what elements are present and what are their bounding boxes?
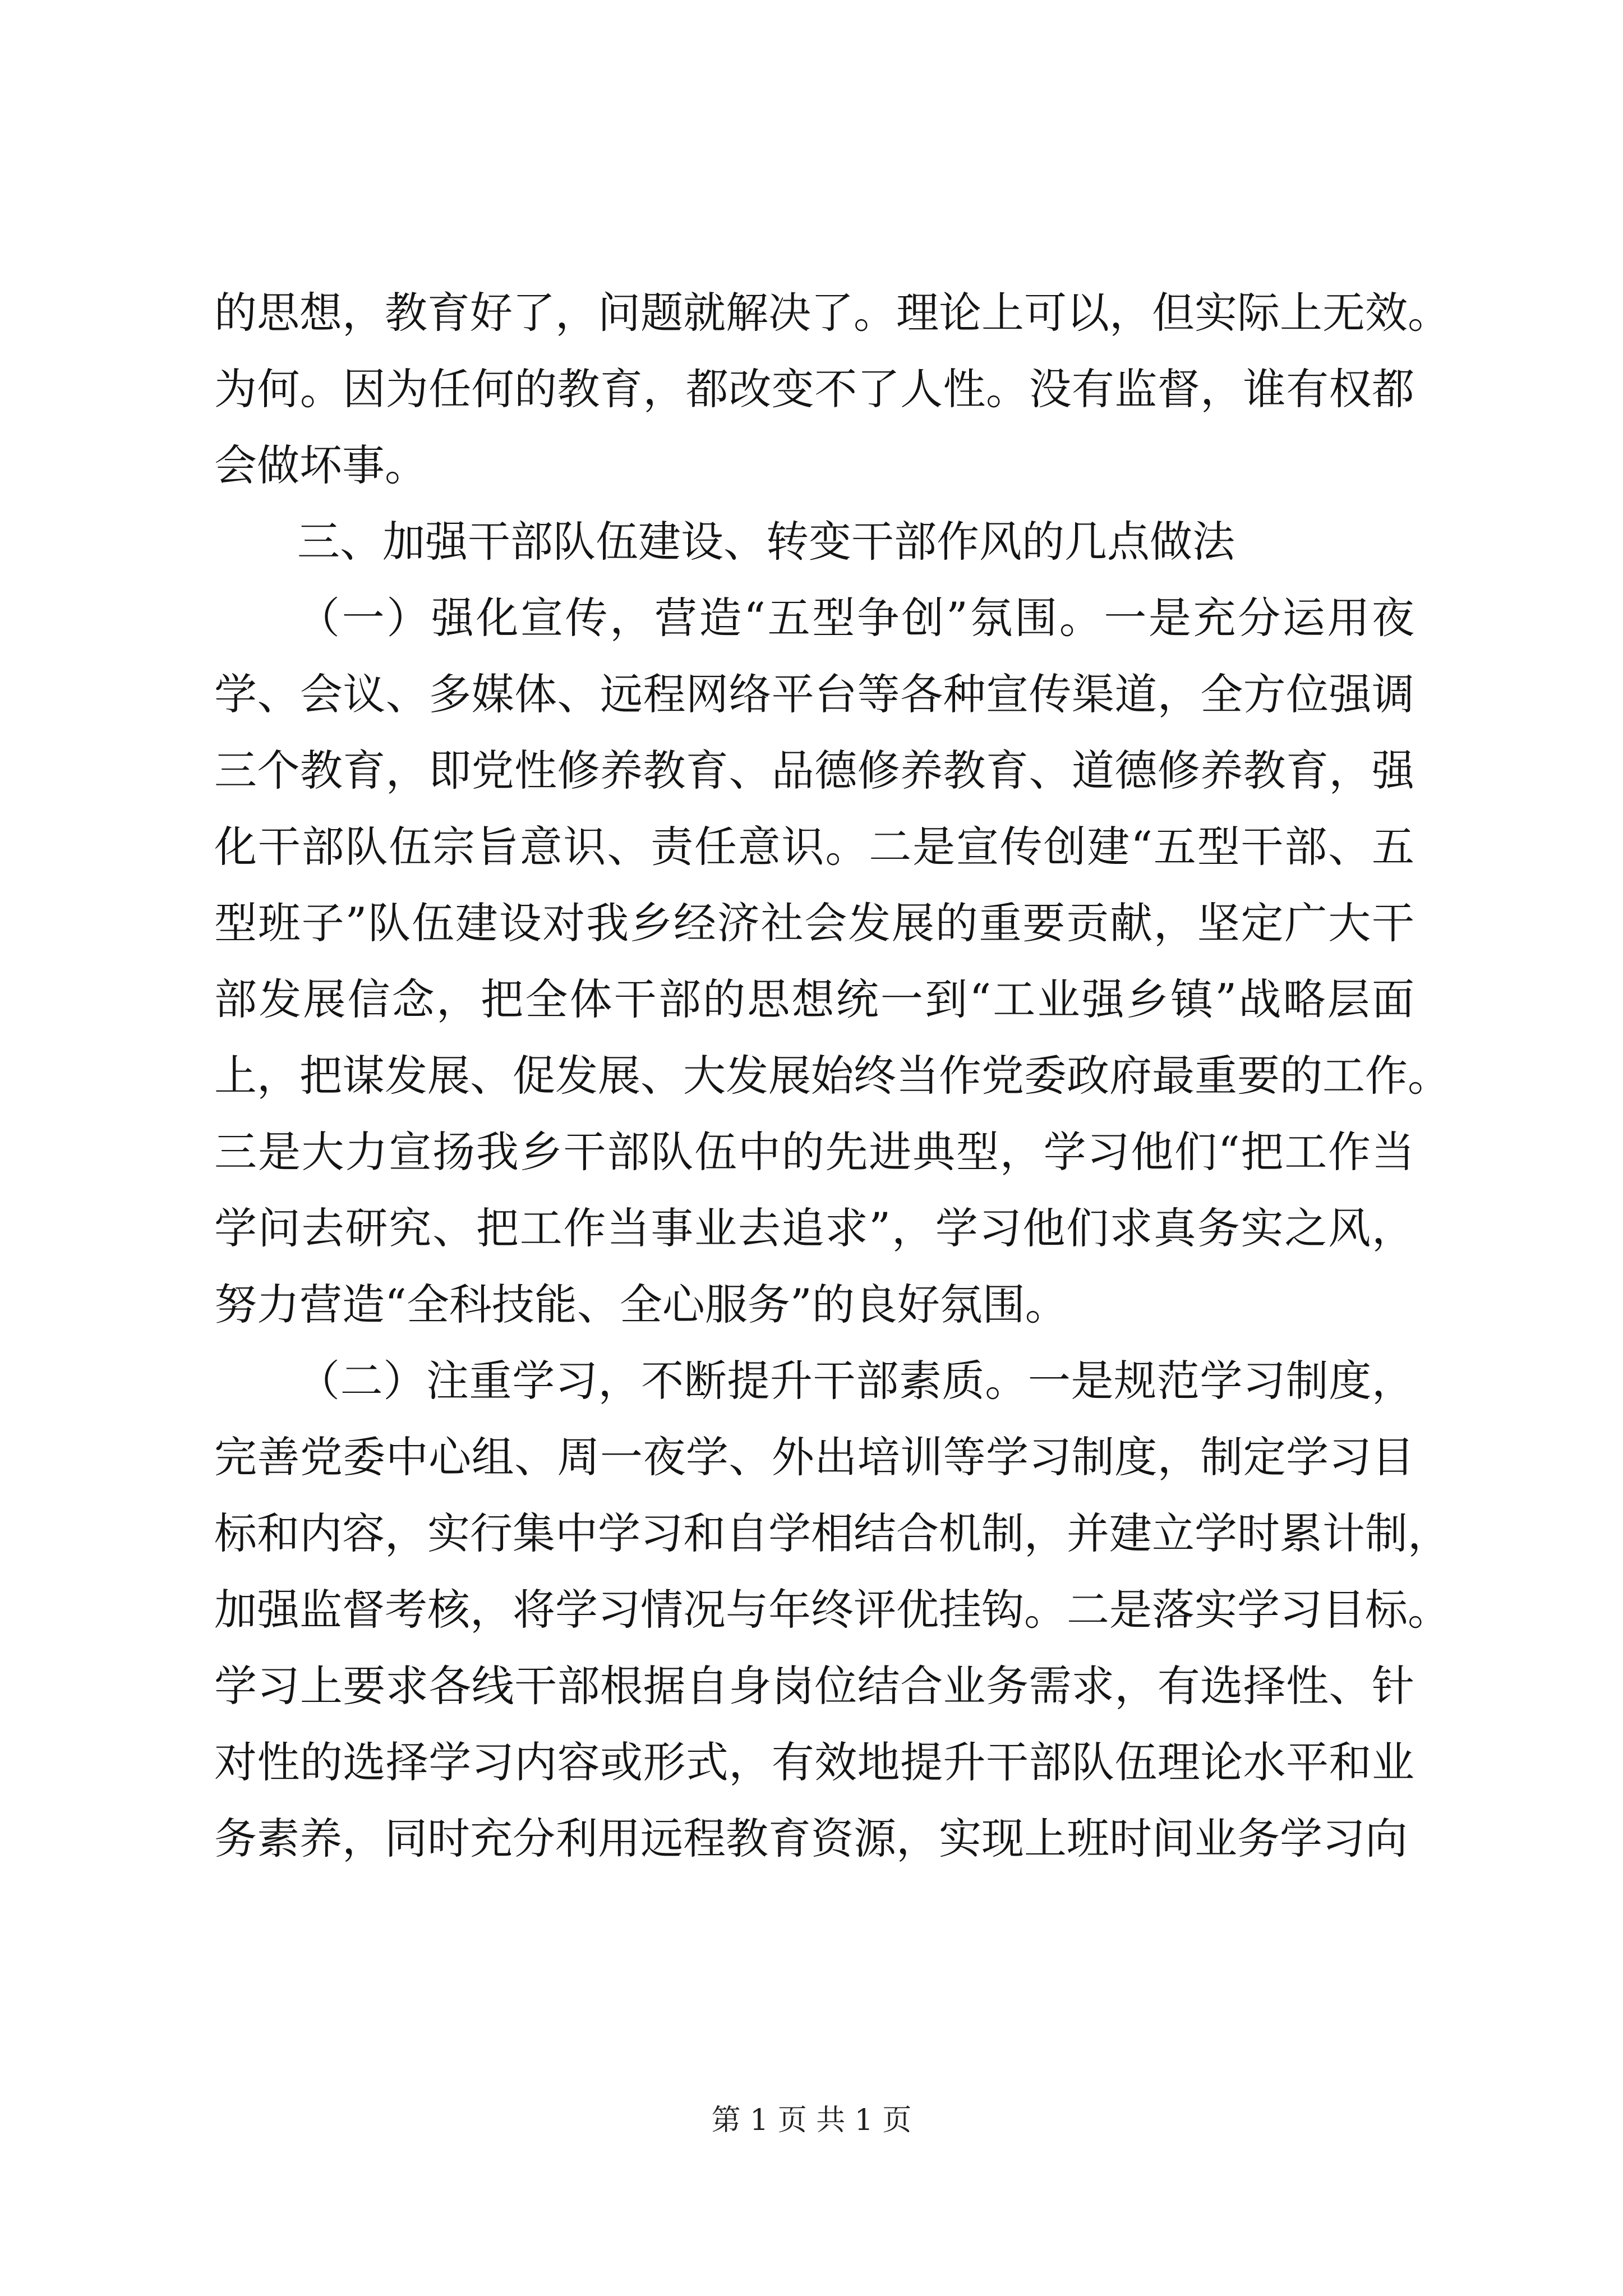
- text-line: 努力营造“全科技能、全心服务”的良好氛围。: [214, 1280, 1068, 1329]
- text-line: 学问去研究、把工作当事业去追求”，学习他们求真务实之风，: [214, 1203, 1414, 1253]
- text-line: （一）强化宣传，营造“五型争创”氛围。一是充分运用夜: [297, 593, 1414, 643]
- text-line: 标和内容，实行集中学习和自学相结合机制，并建立学时累计制，: [214, 1508, 1450, 1558]
- text-line: 完善党委中心组、周一夜学、外出培训等学习制度，制定学习目: [214, 1432, 1414, 1482]
- text-line: 务素养，同时充分利用远程教育资源，实现上班时间业务学习向: [214, 1814, 1408, 1864]
- text-line: 三是大力宣扬我乡干部队伍中的先进典型，学习他们“把工作当: [214, 1127, 1414, 1177]
- text-line: 为何。因为任何的教育，都改变不了人性。没有监督，谁有权都: [214, 364, 1414, 414]
- paragraph: [214, 275, 1450, 504]
- text-line: 三个教育，即党性修养教育、品德修养教育、道德修养教育，强: [214, 746, 1414, 795]
- text-line: 的思想，教育好了，问题就解决了。理论上可以，但实际上无效。: [214, 288, 1450, 338]
- text-line: 对性的选择学习内容或形式，有效地提升干部队伍理论水平和业: [214, 1737, 1414, 1787]
- text-line: 部发展信念，把全体干部的思想统一到“工业强乡镇”战略层面: [214, 974, 1414, 1024]
- text-line: （二）注重学习，不断提升干部素质。一是规范学习制度，: [297, 1356, 1414, 1406]
- text-line: 上，把谋发展、促发展、大发展始终当作党委政府最重要的工作。: [214, 1051, 1450, 1101]
- document-body: [214, 275, 1450, 1877]
- text-line: 学习上要求各线干部根据自身岗位结合业务需求，有选择性、针: [214, 1661, 1414, 1711]
- text-line: 学、会议、多媒体、远程网络平台等各种宣传渠道，全方位强调: [214, 669, 1414, 719]
- text-line: 会做坏事。: [214, 440, 427, 490]
- paragraph: [214, 580, 1450, 1343]
- text-line: 化干部队伍宗旨意识、责任意识。二是宣传创建“五型干部、五: [214, 822, 1414, 872]
- text-line: 加强监督考核，将学习情况与年终评优挂钩。二是落实学习目标。: [214, 1585, 1450, 1635]
- section-heading: [214, 504, 1414, 580]
- paragraph: [214, 1343, 1450, 1877]
- text-line: 三、加强干部队伍建设、转变干部作风的几点做法: [297, 517, 1235, 567]
- text-line: 型班子”队伍建设对我乡经济社会发展的重要贡献，坚定广大干: [214, 898, 1414, 948]
- page-footer: 第 1 页 共 1 页: [711, 2104, 912, 2137]
